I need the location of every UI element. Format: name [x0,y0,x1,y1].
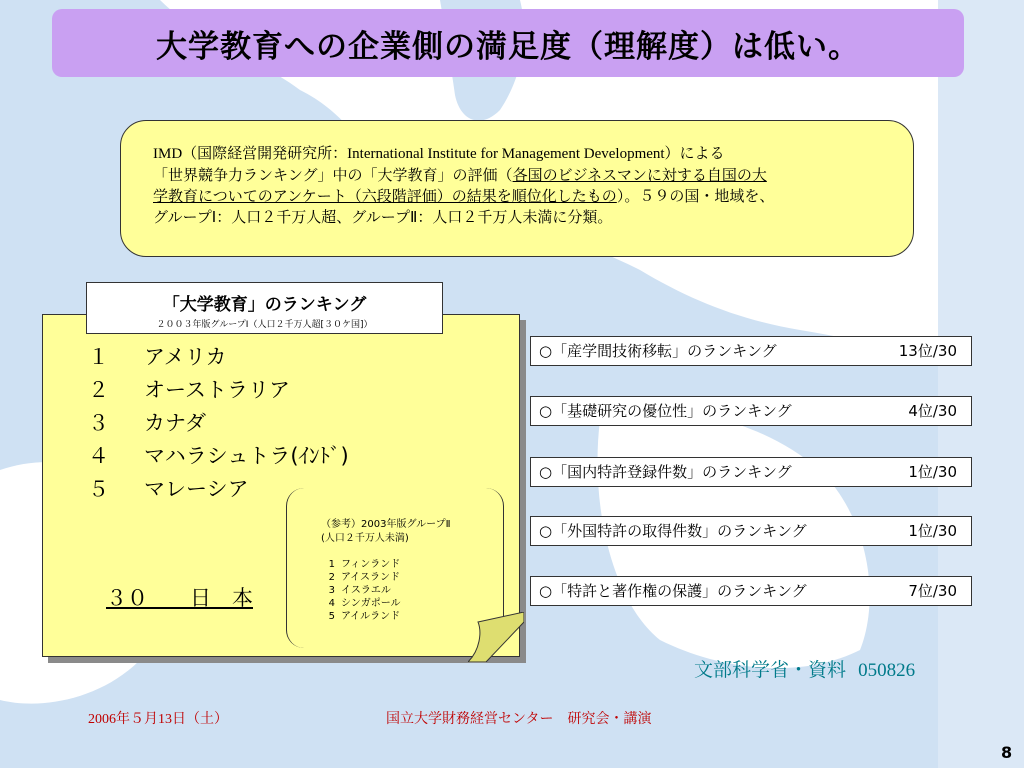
reference-subtitle: (人口２千万人未満) [321,533,409,544]
reference-list [321,558,401,623]
reference-item: 5 アイルランド [328,611,401,622]
japan-rank: ３０ 日 本 [106,586,253,610]
ranking-header [86,282,443,334]
reference-item: 4 シンガポール [328,598,401,609]
sidebar-strip [938,0,1024,768]
footer-event: 国立大学財務経営センター 研究会・講演 [386,711,652,727]
ranking-title: 「大学教育」のランキング [162,295,367,315]
reference-item: 1 フィンランド [328,559,401,570]
info-line-4: グループⅠ：人口２千万人超、グループⅡ：人口２千万人未満に分類。 [153,208,613,226]
ranking-subtitle: ２００３年版グループⅠ（人口２千万人超[３０ケ国]） [156,320,373,330]
slide-title: 大学教育への企業側の満足度（理解度）は低い。 [52,9,964,77]
ranking-list [88,341,349,506]
reference-title: （参考）2003年版グループⅡ [321,519,451,530]
imd-info-callout [120,120,914,257]
ranking-item: ５ マレーシア [88,477,249,501]
reference-item: 3 イスラエル [328,585,391,596]
info-line-2: 「世界競争力ランキング」中の「大学教育」の評価（各国のビジネスマンに対する自国の大 [153,166,767,184]
stat-foreign-patents: ○「外国特許の取得件数」のランキング 1位/30 [530,516,972,546]
page-number: 8 [1001,743,1013,762]
source-credit: 文部科学省・資料 050826 [694,659,916,681]
info-line-3: 学教育についてのアンケート（六段階評価）の結果を順位化したもの）。５９の国・地域を、 [153,187,775,205]
stat-industry-academia-transfer: ○「産学間技術移転」のランキング 13位/30 [530,336,972,366]
footer-date: 2006年５月13日（土） [88,712,228,727]
reference-item: 2 アイスランド [328,572,400,583]
ranking-item: ２ オーストラリア [88,378,290,402]
stat-basic-research: ○「基礎研究の優位性」のランキング 4位/30 [530,396,972,426]
ranking-item: ４ マハラシュトラ(ｲﾝﾄﾞ) [88,444,349,468]
ranking-item: １ アメリカ [88,345,227,369]
stat-domestic-patents: ○「国内特許登録件数」のランキング 1位/30 [530,457,972,487]
ranking-item: ３ カナダ [88,411,206,435]
page-fold-icon [468,612,524,662]
info-line-1: IMD（国際経営開発研究所：International Institute for Management Development）による [153,146,725,162]
stat-ip-protection: ○「特許と著作権の保護」のランキング 7位/30 [530,576,972,606]
